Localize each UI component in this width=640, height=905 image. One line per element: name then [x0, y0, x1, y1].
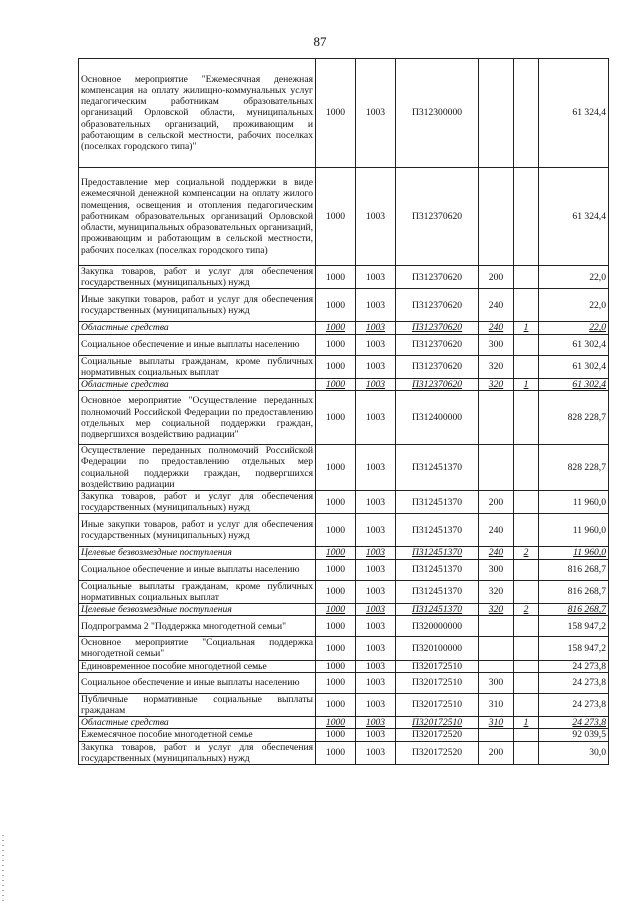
row-expense-type	[479, 637, 514, 660]
row-expense-type: 310	[479, 693, 514, 716]
row-subsection: 1003	[356, 547, 396, 559]
row-name: Социальное обеспечение и иные выплаты населению	[79, 559, 316, 580]
row-section: 1000	[316, 580, 356, 603]
row-name: Иные закупки товаров, работ и услуг для обеспечения государственных (муниципальных) нужд	[79, 289, 316, 322]
row-expense-type: 300	[479, 334, 514, 355]
row-name: Ежемесячное пособие многодетной семье	[79, 729, 316, 741]
row-subsection: 1003	[356, 445, 396, 491]
row-name: Осуществление переданных полномочий Российской Федерации по предоставлению отдельных мер социальной поддержки граждан, подвергшихся воздействию радиации	[79, 445, 316, 491]
table-row	[79, 289, 609, 322]
row-target-article: П312451370	[396, 491, 479, 514]
row-target-article: П312370620	[396, 266, 479, 289]
table-row	[79, 637, 609, 660]
row-name: Иные закупки товаров, работ и услуг для обеспечения государственных (муниципальных) нужд	[79, 514, 316, 547]
row-subsection: 1003	[356, 616, 396, 637]
row-target-article: П312370620	[396, 289, 479, 322]
row-source	[514, 491, 539, 514]
table-row	[79, 355, 609, 378]
table-row	[79, 547, 609, 559]
row-name: Основное мероприятие "Ежемесячная денежная компенсация на оплату жилищно-коммунальных услуг педагогическим работникам образовательных организаций Орловской области, муниципальных образовательных организаций, проживающим и работающим в сельской местности, рабочих поселках (поселках городского типа)"	[79, 59, 316, 168]
row-source	[514, 59, 539, 168]
row-expense-type	[479, 445, 514, 491]
table-row	[79, 391, 609, 445]
row-source: 2	[514, 604, 539, 616]
row-section: 1000	[316, 604, 356, 616]
table-row	[79, 514, 609, 547]
row-name: Областные средства	[79, 322, 316, 334]
table-row	[79, 580, 609, 603]
table-row	[79, 729, 609, 741]
row-source	[514, 391, 539, 445]
row-source: 1	[514, 379, 539, 391]
row-sum: 92 039,5	[539, 729, 609, 741]
row-source	[514, 660, 539, 672]
table-row	[79, 717, 609, 729]
row-source	[514, 334, 539, 355]
row-expense-type: 200	[479, 491, 514, 514]
row-sum: 24 273,8	[539, 672, 609, 693]
row-sum: 61 302,4	[539, 334, 609, 355]
row-sum: 11 960,0	[539, 491, 609, 514]
row-expense-type: 240	[479, 322, 514, 334]
table-row	[79, 693, 609, 716]
row-target-article: П312370620	[396, 322, 479, 334]
row-subsection: 1003	[356, 637, 396, 660]
row-source	[514, 741, 539, 764]
table-row	[79, 616, 609, 637]
row-sum: 828 228,7	[539, 445, 609, 491]
table-row	[79, 559, 609, 580]
row-name: Целевые безвозмездные поступления	[79, 547, 316, 559]
row-expense-type: 200	[479, 266, 514, 289]
row-name: Социальное обеспечение и иные выплаты населению	[79, 672, 316, 693]
row-section: 1000	[316, 168, 356, 266]
row-name: Социальные выплаты гражданам, кроме публичных нормативных социальных выплат	[79, 355, 316, 378]
row-section: 1000	[316, 693, 356, 716]
row-target-article: П312451370	[396, 580, 479, 603]
row-expense-type: 240	[479, 289, 514, 322]
row-expense-type: 320	[479, 580, 514, 603]
row-name: Областные средства	[79, 379, 316, 391]
table-row	[79, 672, 609, 693]
table-row	[79, 168, 609, 266]
row-subsection: 1003	[356, 672, 396, 693]
row-sum: 158 947,2	[539, 616, 609, 637]
row-subsection: 1003	[356, 59, 396, 168]
row-expense-type	[479, 168, 514, 266]
row-target-article: П320172520	[396, 741, 479, 764]
row-expense-type	[479, 616, 514, 637]
row-source	[514, 637, 539, 660]
row-sum: 61 324,4	[539, 59, 609, 168]
row-subsection: 1003	[356, 693, 396, 716]
row-subsection: 1003	[356, 168, 396, 266]
row-subsection: 1003	[356, 391, 396, 445]
row-target-article: П312451370	[396, 547, 479, 559]
row-expense-type: 320	[479, 355, 514, 378]
row-name: Закупка товаров, работ и услуг для обеспечения государственных (муниципальных) нужд	[79, 491, 316, 514]
table-row	[79, 59, 609, 168]
row-source	[514, 266, 539, 289]
row-source: 1	[514, 322, 539, 334]
row-subsection: 1003	[356, 741, 396, 764]
table-row	[79, 334, 609, 355]
row-name: Единовременное пособие многодетной семье	[79, 660, 316, 672]
table-row	[79, 660, 609, 672]
row-subsection: 1003	[356, 379, 396, 391]
row-source	[514, 559, 539, 580]
row-subsection: 1003	[356, 604, 396, 616]
row-section: 1000	[316, 660, 356, 672]
row-name: Закупка товаров, работ и услуг для обеспечения государственных (муниципальных) нужд	[79, 266, 316, 289]
row-sum: 22,0	[539, 322, 609, 334]
row-subsection: 1003	[356, 514, 396, 547]
row-sum: 828 228,7	[539, 391, 609, 445]
row-section: 1000	[316, 355, 356, 378]
row-section: 1000	[316, 322, 356, 334]
row-name: Закупка товаров, работ и услуг для обеспечения государственных (муниципальных) нужд	[79, 741, 316, 764]
row-expense-type: 310	[479, 717, 514, 729]
table-row	[79, 604, 609, 616]
row-expense-type: 300	[479, 672, 514, 693]
row-target-article: П312400000	[396, 391, 479, 445]
row-expense-type	[479, 59, 514, 168]
row-expense-type: 240	[479, 547, 514, 559]
row-section: 1000	[316, 445, 356, 491]
row-name: Основное мероприятие "Осуществление переданных полномочий Российской Федерации по предоставлению отдельных мер социальной поддержки граждан, подвергшихся воздействию радиации"	[79, 391, 316, 445]
row-name: Публичные нормативные социальные выплаты гражданам	[79, 693, 316, 716]
row-name: Социальное обеспечение и иные выплаты населению	[79, 334, 316, 355]
row-expense-type: 320	[479, 379, 514, 391]
row-subsection: 1003	[356, 322, 396, 334]
row-section: 1000	[316, 379, 356, 391]
row-section: 1000	[316, 289, 356, 322]
table-row	[79, 445, 609, 491]
row-sum: 11 960,0	[539, 514, 609, 547]
budget-table	[78, 58, 609, 765]
row-target-article: П312451370	[396, 604, 479, 616]
row-source	[514, 580, 539, 603]
scan-edge-marks	[2, 835, 4, 905]
row-target-article: П312300000	[396, 59, 479, 168]
row-subsection: 1003	[356, 355, 396, 378]
row-source	[514, 168, 539, 266]
row-target-article: П312370620	[396, 379, 479, 391]
row-sum: 24 273,8	[539, 717, 609, 729]
row-source	[514, 729, 539, 741]
budget-table-body	[79, 59, 609, 765]
row-expense-type: 320	[479, 604, 514, 616]
row-target-article: П320172510	[396, 660, 479, 672]
row-expense-type	[479, 391, 514, 445]
row-name: Основное мероприятие "Социальная поддержка многодетной семьи"	[79, 637, 316, 660]
row-source	[514, 514, 539, 547]
row-source	[514, 693, 539, 716]
row-sum: 816 268,7	[539, 580, 609, 603]
row-sum: 816 268,7	[539, 559, 609, 580]
row-expense-type	[479, 729, 514, 741]
row-section: 1000	[316, 491, 356, 514]
row-sum: 61 302,4	[539, 355, 609, 378]
table-row	[79, 266, 609, 289]
row-name: Подпрограмма 2 "Поддержка многодетной семьи"	[79, 616, 316, 637]
table-row	[79, 322, 609, 334]
row-source	[514, 445, 539, 491]
row-section: 1000	[316, 514, 356, 547]
row-section: 1000	[316, 637, 356, 660]
row-target-article: П312451370	[396, 445, 479, 491]
row-source: 2	[514, 547, 539, 559]
row-section: 1000	[316, 547, 356, 559]
row-expense-type: 300	[479, 559, 514, 580]
row-section: 1000	[316, 559, 356, 580]
row-target-article: П320172510	[396, 693, 479, 716]
table-row	[79, 491, 609, 514]
row-target-article: П312370620	[396, 168, 479, 266]
row-source	[514, 616, 539, 637]
row-sum: 30,0	[539, 741, 609, 764]
row-sum: 22,0	[539, 266, 609, 289]
row-target-article: П320100000	[396, 637, 479, 660]
row-subsection: 1003	[356, 266, 396, 289]
row-subsection: 1003	[356, 559, 396, 580]
row-target-article: П320172510	[396, 717, 479, 729]
row-name: Областные средства	[79, 717, 316, 729]
row-section: 1000	[316, 616, 356, 637]
row-source	[514, 672, 539, 693]
row-target-article: П312370620	[396, 355, 479, 378]
row-sum: 11 960,0	[539, 547, 609, 559]
row-section: 1000	[316, 59, 356, 168]
row-subsection: 1003	[356, 491, 396, 514]
row-sum: 22,0	[539, 289, 609, 322]
row-target-article: П320172520	[396, 729, 479, 741]
row-source: 1	[514, 717, 539, 729]
row-subsection: 1003	[356, 580, 396, 603]
row-subsection: 1003	[356, 717, 396, 729]
row-target-article: П320000000	[396, 616, 479, 637]
row-subsection: 1003	[356, 660, 396, 672]
row-section: 1000	[316, 717, 356, 729]
row-expense-type	[479, 660, 514, 672]
row-sum: 61 302,4	[539, 379, 609, 391]
row-name: Социальные выплаты гражданам, кроме публичных нормативных социальных выплат	[79, 580, 316, 603]
row-section: 1000	[316, 391, 356, 445]
row-section: 1000	[316, 741, 356, 764]
row-name: Целевые безвозмездные поступления	[79, 604, 316, 616]
page-number: 87	[313, 34, 327, 49]
row-target-article: П312451370	[396, 559, 479, 580]
row-subsection: 1003	[356, 729, 396, 741]
row-expense-type: 200	[479, 741, 514, 764]
row-sum: 158 947,2	[539, 637, 609, 660]
row-sum: 61 324,4	[539, 168, 609, 266]
table-row	[79, 741, 609, 764]
row-section: 1000	[316, 334, 356, 355]
table-row	[79, 379, 609, 391]
row-section: 1000	[316, 672, 356, 693]
row-sum: 24 273,8	[539, 693, 609, 716]
row-section: 1000	[316, 729, 356, 741]
row-subsection: 1003	[356, 289, 396, 322]
row-source	[514, 355, 539, 378]
row-name: Предоставление мер социальной поддержки в виде ежемесячной денежной компенсации на оплату жилого помещения, освещения и отопления педагогическим работникам образовательных организаций Орловской области, муниципальных образовательных организаций, проживающим и работающим в сельской местности, рабочих поселках (поселках городского типа)	[79, 168, 316, 266]
row-subsection: 1003	[356, 334, 396, 355]
row-target-article: П320172510	[396, 672, 479, 693]
row-sum: 24 273,8	[539, 660, 609, 672]
row-target-article: П312370620	[396, 334, 479, 355]
row-sum: 816 268,7	[539, 604, 609, 616]
row-source	[514, 289, 539, 322]
row-target-article: П312451370	[396, 514, 479, 547]
row-section: 1000	[316, 266, 356, 289]
row-expense-type: 240	[479, 514, 514, 547]
